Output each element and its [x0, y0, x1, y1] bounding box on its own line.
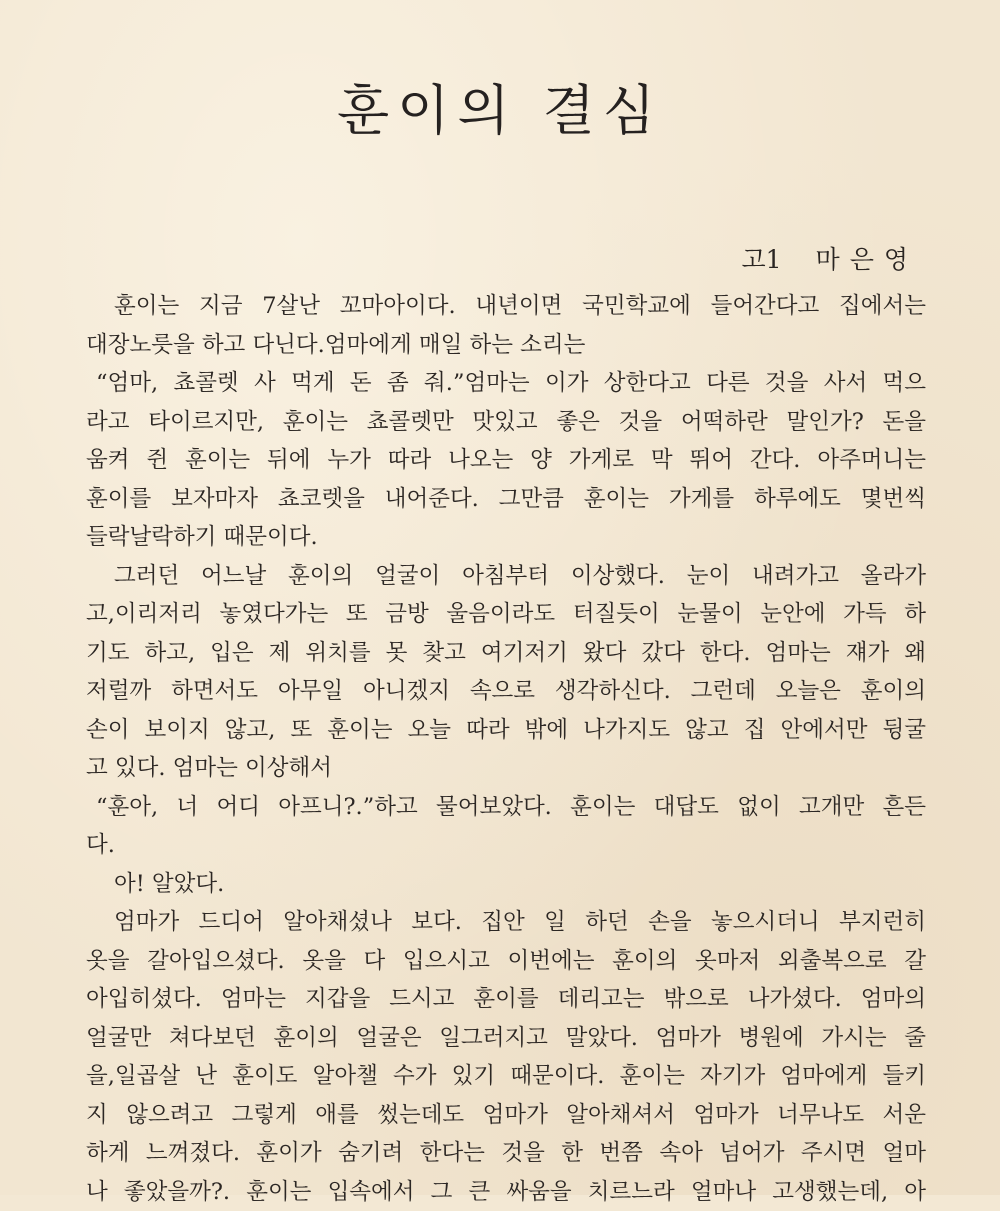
- text-line: 대장노릇을 하고 다닌다.엄마에게 매일 하는 소리는: [86, 326, 926, 365]
- text-line: 손이 보이지 않고, 또 훈이는 오늘 따라 밖에 나가지도 않고 집 안에서만 뒹굴: [86, 711, 926, 750]
- text-line: 아! 알았다.: [86, 865, 926, 904]
- text-line: 기도 하고, 입은 제 위치를 못 찾고 여기저기 왔다 갔다 한다. 엄마는 쟤가 왜: [86, 634, 926, 673]
- text-line: 그러던 어느날 훈이의 얼굴이 아침부터 이상했다. 눈이 내려가고 올라가: [86, 557, 926, 596]
- text-line: 다.: [86, 826, 926, 865]
- page-title: 훈이의 결심: [0, 68, 1000, 145]
- text-line: 엄마가 드디어 알아채셨나 보다. 집안 일 하던 손을 놓으시더니 부지런히: [86, 903, 926, 942]
- text-line: 얼굴만 쳐다보던 훈이의 얼굴은 일그러지고 말았다. 엄마가 병원에 가시는 줄: [86, 1019, 926, 1058]
- text-line: 하게 느껴졌다. 훈이가 숨기려 한다는 것을 한 번쯤 속아 넘어가 주시면 얼마: [86, 1134, 926, 1173]
- essay-body: [86, 287, 926, 1211]
- text-line: 훈이는 지금 7살난 꼬마아이다. 내년이면 국민학교에 들어간다고 집에서는: [86, 287, 926, 326]
- text-line: “엄마, 쵸콜렛 사 먹게 돈 좀 줘.”엄마는 이가 상한다고 다른 것을 사서 먹으: [86, 364, 926, 403]
- text-line: 옷을 갈아입으셨다. 옷을 다 입으시고 이번에는 훈이의 옷마저 외출복으로 갈: [86, 942, 926, 981]
- byline-grade: 고1: [742, 245, 782, 274]
- text-line: 아입히셨다. 엄마는 지갑을 드시고 훈이를 데리고는 밖으로 나가셨다. 엄마의: [86, 980, 926, 1019]
- text-line: 을,일곱살 난 훈이도 알아챌 수가 있기 때문이다. 훈이는 자기가 엄마에게 들키: [86, 1057, 926, 1096]
- text-line: 움켜 쥔 훈이는 뒤에 누가 따라 나오는 양 가게로 막 뛰어 간다. 아주머니는: [86, 441, 926, 480]
- byline-author: 마은영: [816, 245, 918, 274]
- text-line: 훈이를 보자마자 쵸코렛을 내어준다. 그만큼 훈이는 가게를 하루에도 몇번씩: [86, 480, 926, 519]
- text-line: 들락날락하기 때문이다.: [86, 518, 926, 557]
- byline: [742, 240, 918, 276]
- text-line: 지 않으려고 그렇게 애를 썼는데도 엄마가 알아채셔서 엄마가 너무나도 서운: [86, 1096, 926, 1135]
- text-line: 고 있다. 엄마는 이상해서: [86, 749, 926, 788]
- text-line: 고,이리저리 놓였다가는 또 금방 울음이라도 터질듯이 눈물이 눈안에 가득 하: [86, 595, 926, 634]
- text-line: 나 좋았을까?. 훈이는 입속에서 그 큰 싸움을 치르느라 얼마나 고생했는데, 아: [86, 1173, 926, 1211]
- text-line: 저럴까 하면서도 아무일 아니겠지 속으로 생각하신다. 그런데 오늘은 훈이의: [86, 672, 926, 711]
- text-line: “훈아, 너 어디 아프니?.”하고 물어보았다. 훈이는 대답도 없이 고개만 흔든: [86, 788, 926, 827]
- text-line: 라고 타이르지만, 훈이는 쵸콜렛만 맛있고 좋은 것을 어떡하란 말인가? 돈을: [86, 403, 926, 442]
